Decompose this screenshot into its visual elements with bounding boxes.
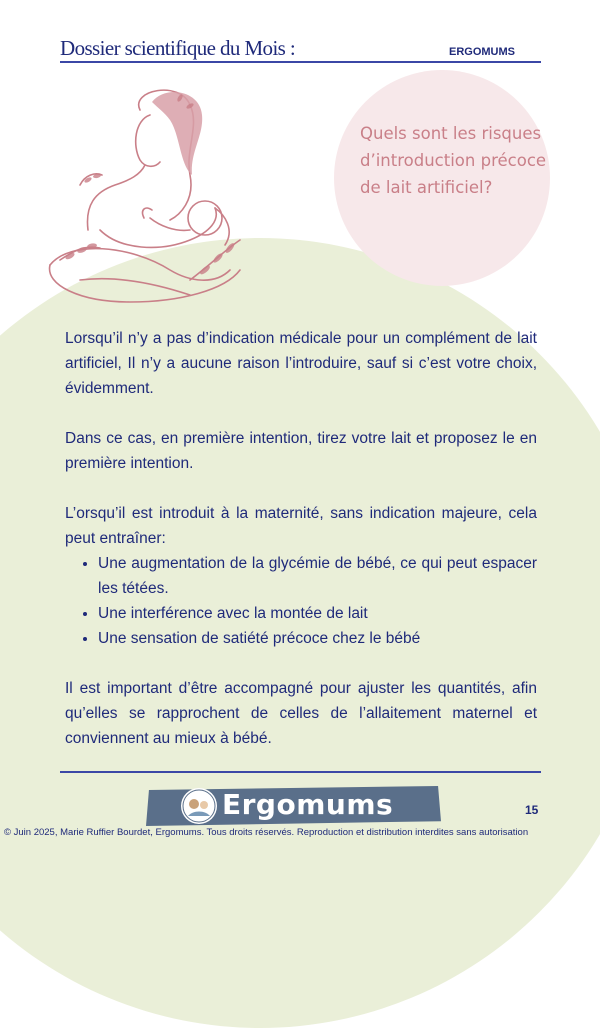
header-divider: [60, 61, 541, 63]
header-brand: ERGOMUMS: [449, 46, 515, 58]
footer-divider: [60, 771, 541, 773]
body-content: [65, 326, 537, 751]
paragraph-4: Il est important d’être accompagné pour ajuster les quantités, afin qu’elles se rapprochent de celles de l’allaitement maternel et conviennent au mieux à bébé.: [65, 680, 537, 747]
copyright-notice: © Juin 2025, Marie Ruffier Bourdet, Ergomums. Tous droits réservés. Reproduction et distribution interdites sans autorisation: [4, 827, 529, 838]
risk-list: [65, 551, 537, 651]
brand-banner-text: Ergomums: [222, 788, 394, 821]
paragraph-3: L’orsqu’il est introduit à la maternité, sans indication majeure, cela peut entraîner:: [65, 505, 537, 547]
list-item: • Une sensation de satiété précoce chez le bébé: [98, 626, 537, 651]
paragraph-1: Lorsqu’il n’y a pas d’indication médicale pour un complément de lait artificiel, Il n’y a aucune raison l’introduire, sauf si c’est votre choix, évidemment.: [65, 330, 537, 397]
ergomums-logo-icon: [181, 788, 217, 824]
page-number: 15: [525, 803, 539, 817]
paragraph-2: Dans ce cas, en première intention, tirez votre lait et proposez le en première intention.: [65, 430, 537, 472]
page-title: Dossier scientifique du Mois :: [60, 36, 296, 60]
list-item: • Une interférence avec la montée de lait: [98, 601, 537, 626]
list-item: • Une augmentation de la glycémie de bébé, ce qui peut espacer les tétées.: [98, 551, 537, 601]
question-heading: Quels sont les risques d’introduction précoce de lait artificiel?: [360, 124, 547, 197]
breastfeeding-mother-illustration: [40, 80, 270, 320]
